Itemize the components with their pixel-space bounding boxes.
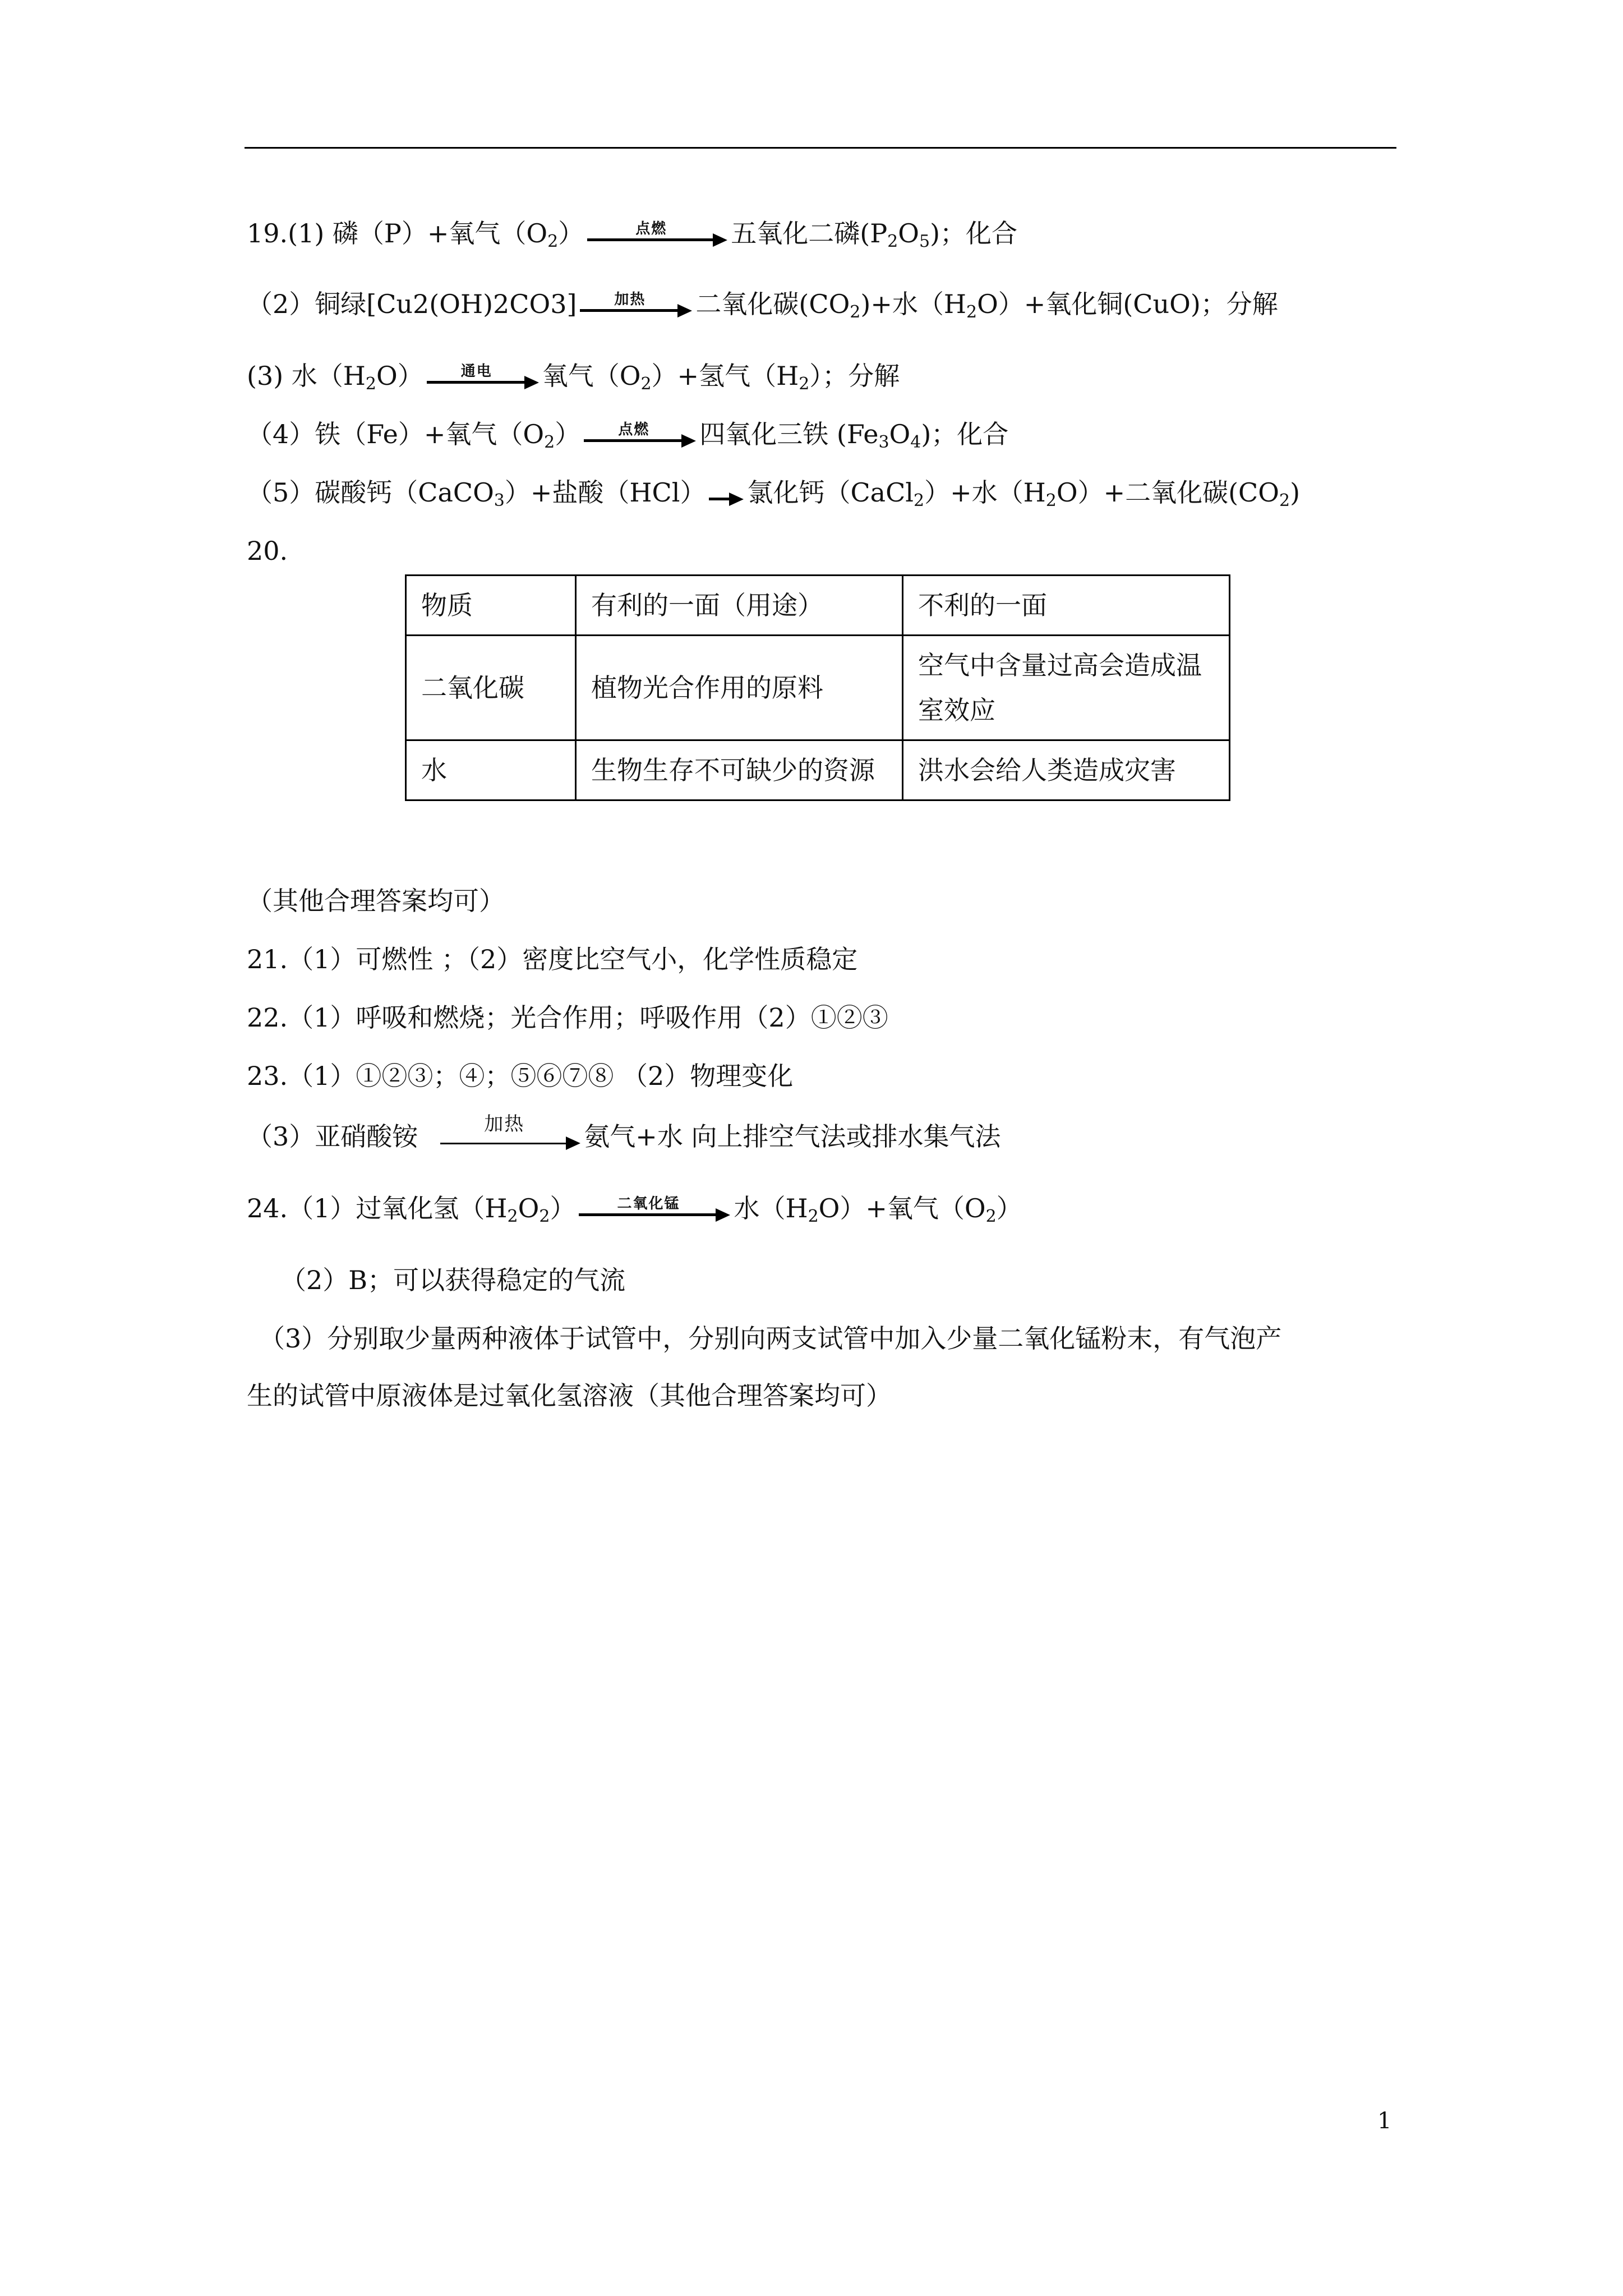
reaction-arrow: 点燃 — [584, 424, 696, 449]
q24-line-4: 生的试管中原液体是过氧化氢溶液（其他合理答案均可） — [247, 1381, 892, 1411]
q24-line-1: 24.（1）过氧化氢$(H_2O_2)$ 二氧化锰 水$(H_2O)+$氧气$(O_2)$ — [247, 1193, 1022, 1226]
reaction-arrow: 点燃 — [587, 223, 727, 248]
table-header-row — [406, 576, 1230, 636]
table-cell: 植物光合作用的原料 — [576, 636, 903, 740]
q23-line-2: （3）亚硝酸铵 加热 氨气+水 向上排空气法或排水集气法 — [247, 1113, 1001, 1152]
reaction-arrow: 二氧化锰 — [579, 1198, 730, 1223]
table-header-cell: 物质 — [406, 576, 576, 636]
table-cell: 生物生存不可缺少的资源 — [576, 740, 903, 800]
q19-line-1: 19.(1) 磷（P）+氧气$(O_2)$ 点燃 五氧化二磷$(P_2O_5)$；化合 — [247, 218, 1018, 251]
q20-table — [405, 574, 1230, 801]
q24-line-2: （2）B；可以获得稳定的气流 — [280, 1265, 626, 1295]
page-number: 1 — [1377, 2108, 1392, 2134]
q19-line-2: （2）铜绿[Cu2(OH)2CO3] 加热 二氧化碳$(CO_2)+$水$(H_2O)+$氧化铜(CuO)；分解 — [247, 289, 1278, 322]
q19-line-3: (3) 水$(H_2O)$ 通电 氧气$(O_2)+$氢气$(H_2)$；分解 — [247, 361, 900, 394]
table-row — [406, 740, 1230, 800]
table-cell: 水 — [406, 740, 576, 800]
q19-line-4: （4）铁（Fe）+氧气$(O_2)$ 点燃 四氧化三铁 $(Fe_3O_4)$；化合 — [247, 419, 1009, 452]
q21-line: 21.（1）可燃性 ；（2）密度比空气小，化学性质稳定 — [247, 944, 858, 974]
q20-label: 20. — [247, 536, 288, 566]
q24-line-3: （3）分别取少量两种液体于试管中，分别向两支试管中加入少量二氧化锰粉末，有气泡产 — [259, 1323, 1282, 1354]
q20-note: （其他合理答案均可） — [247, 886, 505, 916]
table-cell: 洪水会给人类造成灾害 — [903, 740, 1230, 800]
reaction-arrow: 加热 — [440, 1126, 580, 1151]
table-row — [406, 636, 1230, 740]
table-cell: 空气中含量过高会造成温室效应 — [903, 636, 1230, 740]
header-rule — [245, 147, 1396, 149]
q22-line: 22.（1）呼吸和燃烧；光合作用；呼吸作用（2）①②③ — [247, 1002, 888, 1033]
table-cell: 二氧化碳 — [406, 636, 576, 740]
reaction-arrow — [709, 482, 744, 507]
reaction-arrow: 通电 — [427, 366, 539, 390]
table-header-cell: 不利的一面 — [903, 576, 1230, 636]
q23-line-1: 23.（1）①②③；④；⑤⑥⑦⑧ （2）物理变化 — [247, 1061, 794, 1091]
reaction-arrow: 加热 — [580, 294, 692, 319]
table-header-cell: 有利的一面（用途） — [576, 576, 903, 636]
q19-line-5: （5）碳酸钙（CaCO$_3$）+盐酸（HCl） 氯化钙（CaCl$_2$）+水$(H_2O)+$二氧化碳$(CO_2)$ — [247, 477, 1301, 510]
